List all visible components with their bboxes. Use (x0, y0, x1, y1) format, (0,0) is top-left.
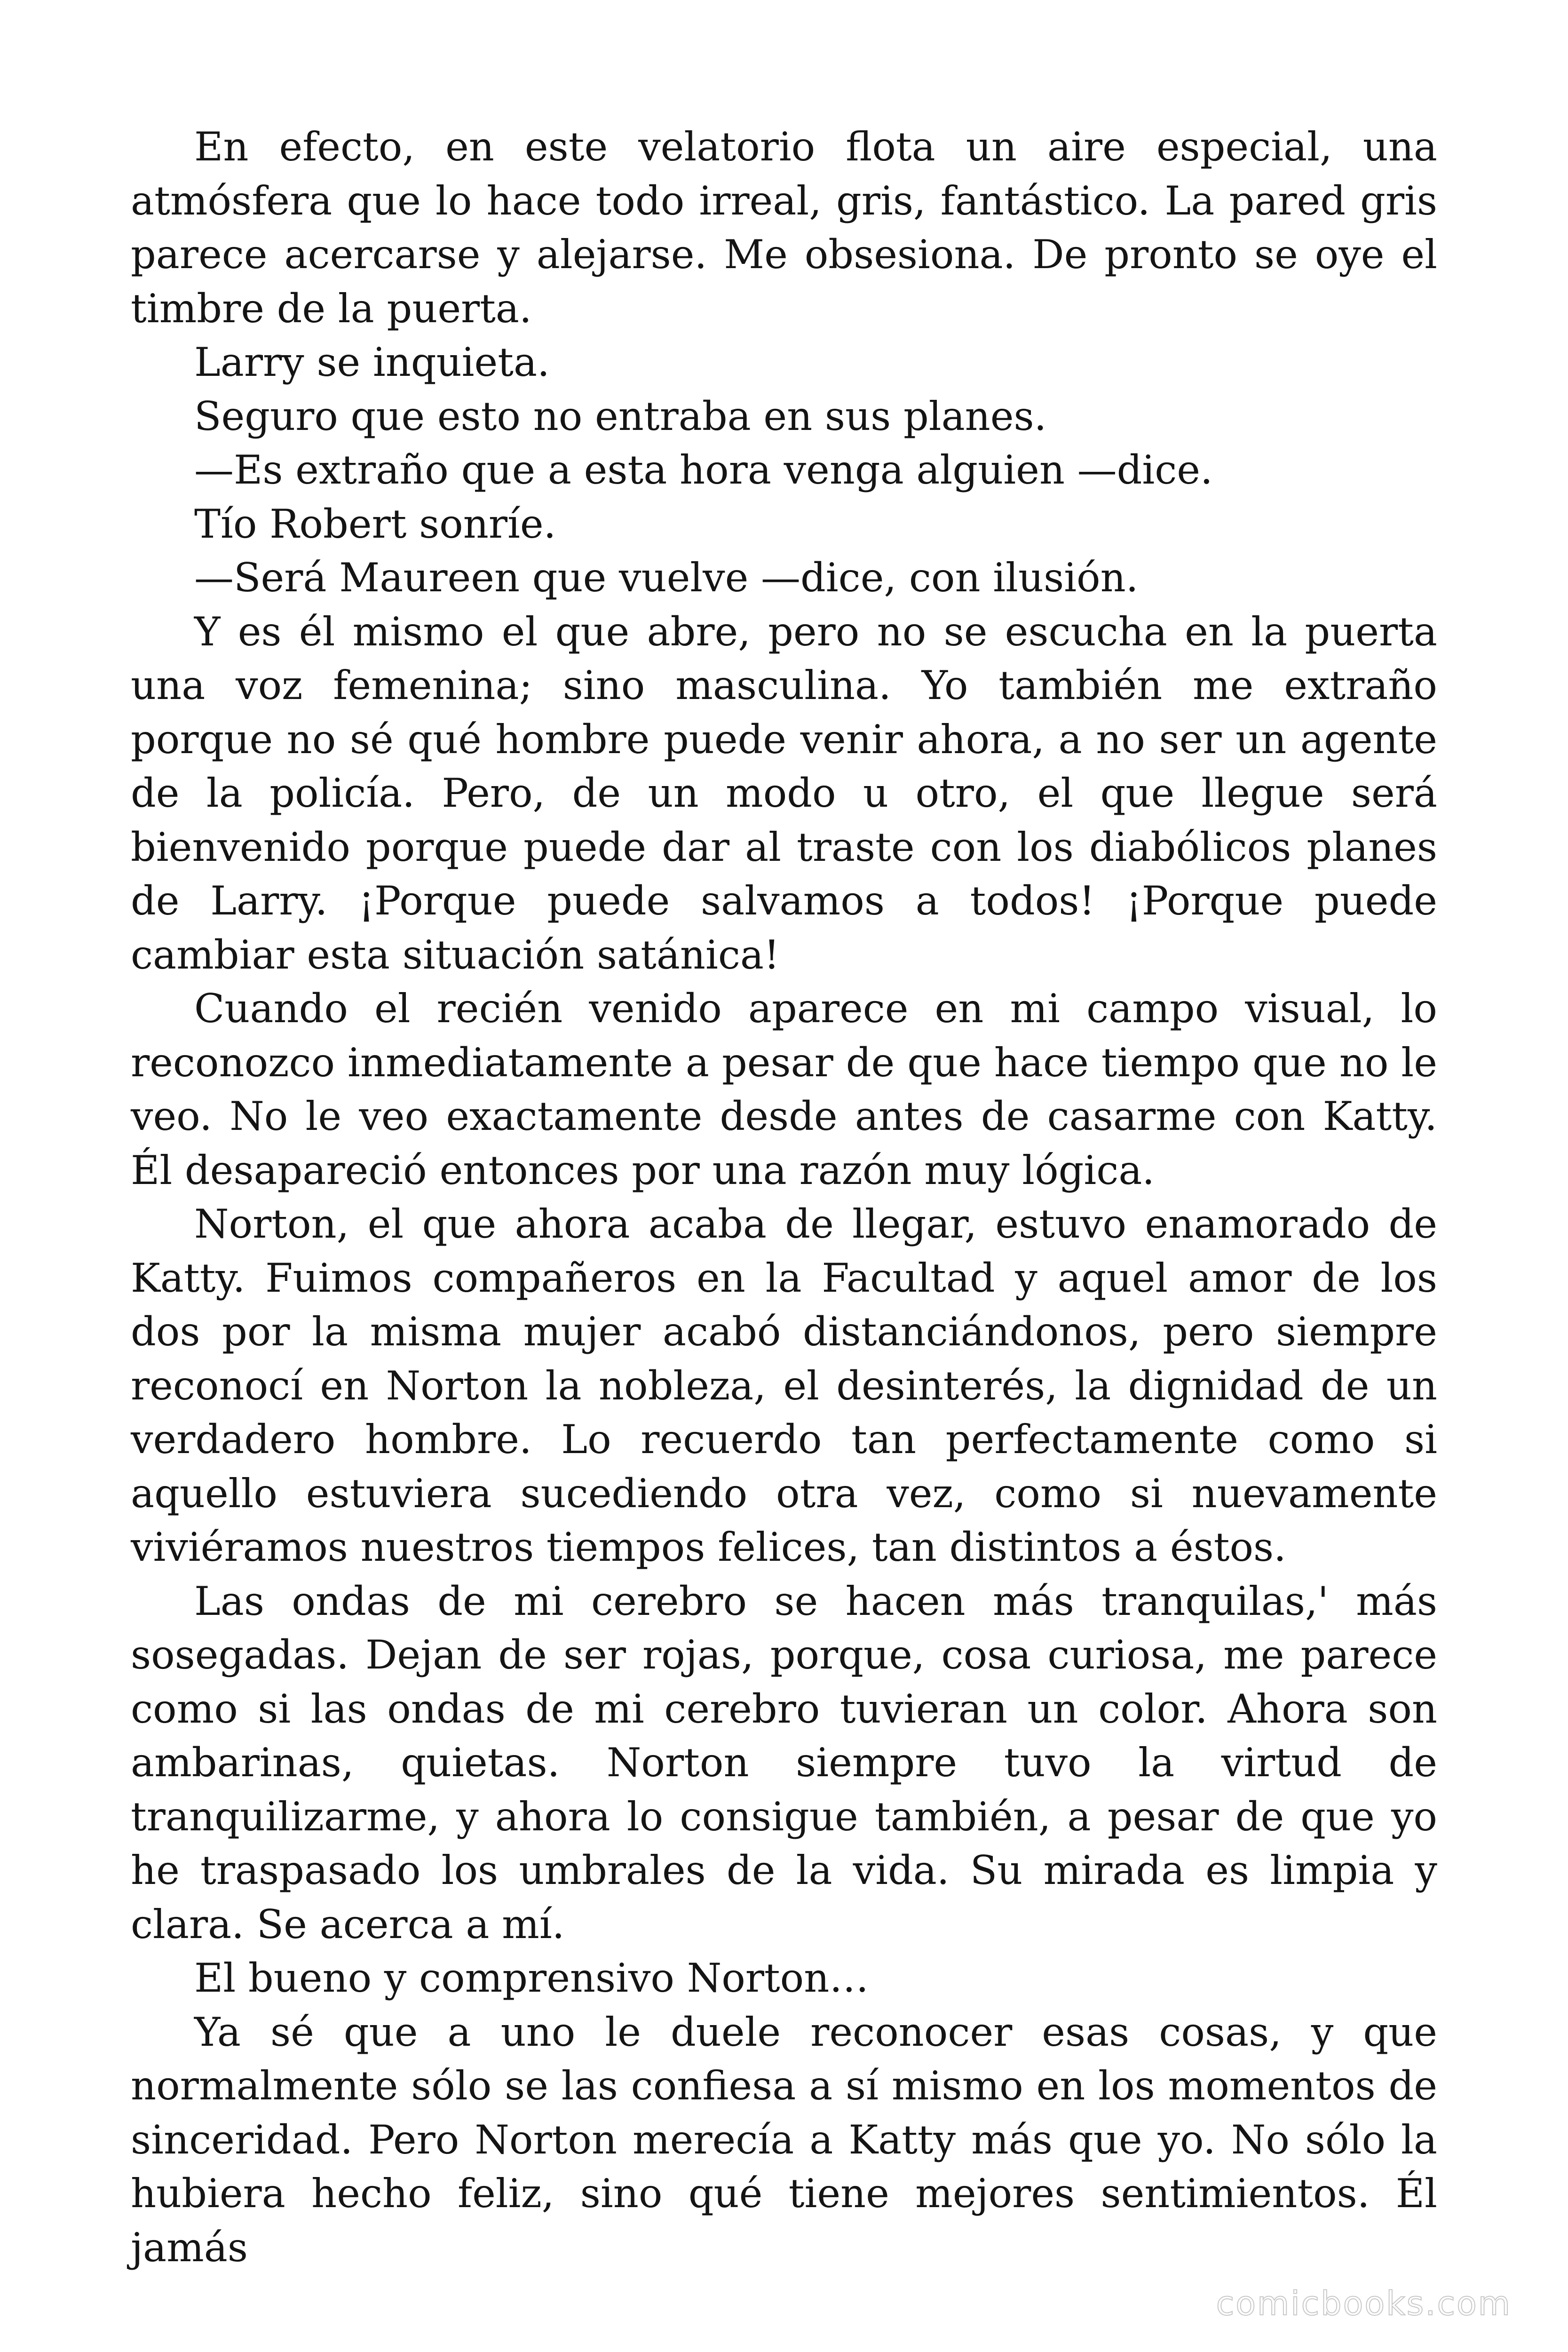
paragraph: Norton, el que ahora acaba de llegar, estuvo enamorado de Katty. Fuimos compañeros en la Facultad y aquel amor de los dos por la misma mujer acabó distanciándonos, pero siempre reconocí en Norton la nobleza, el desinterés, la dignidad de un verdadero hombre. Lo recuerdo tan perfectamente como si aquello estuviera sucediendo otra vez, como si nuevamente viviéramos nuestros tiempos felices, tan distintos a éstos. (131, 1201, 1437, 1570)
paragraph: Tío Robert sonríe. (194, 501, 556, 547)
paragraph: Las ondas de mi cerebro se hacen más tranquilas,' más sosegadas. Dejan de ser rojas, porque, cosa curiosa, me parece como si las ondas de mi cerebro tuvieran un color. Ahora son ambarinas, quietas. Norton siempre tuvo la virtud de tranquilizarme, y ahora lo consigue también, a pesar de que yo he traspasado los umbrales de la vida. Su mirada es limpia y clara. Se acerca a mí. (131, 1578, 1437, 1947)
paragraph: En efecto, en este velatorio flota un aire especial, una atmósfera que lo hace todo irreal, gris, fantástico. La pared gris parece acercarse y alejarse. Me obsesiona. De pronto se oye el timbre de la puerta. (131, 124, 1437, 332)
paragraph: El bueno y comprensivo Norton… (194, 1955, 869, 2001)
body-text (131, 120, 1437, 2274)
paragraph: Larry se inquieta. (194, 339, 550, 385)
paragraph: —Será Maureen que vuelve —dice, con ilusión. (194, 555, 1139, 601)
paragraph: Seguro que esto no entraba en sus planes. (194, 393, 1047, 439)
paragraph: Cuando el recién venido aparece en mi campo visual, lo reconozco inmediatamente a pesar de que hace tiempo que no le veo. No le veo exactamente desde antes de casarme con Katty. Él desapareció entonces por una razón muy lógica. (131, 985, 1437, 1193)
paragraph: Ya sé que a uno le duele reconocer esas cosas, y que normalmente sólo se las confiesa a sí mismo en los momentos de sinceridad. Pero Norton merecía a Katty más que yo. No sólo la hubiera hecho feliz, sino qué tiene mejores sentimientos. Él jamás (131, 2009, 1437, 2271)
watermark: comicbooks.com (1216, 2284, 1512, 2323)
paragraph: —Es extraño que a esta hora venga alguien —dice. (194, 447, 1213, 493)
paragraph: Y es él mismo el que abre, pero no se escucha en la puerta una voz femenina; sino masculina. Yo también me extraño porque no sé qué hombre puede venir ahora, a no ser un agente de la policía. Pero, de un modo u otro, el que llegue será bienvenido porque puede dar al traste con los diabólicos planes de Larry. ¡Porque puede salvamos a todos! ¡Porque puede cambiar esta situación satánica! (131, 608, 1437, 978)
